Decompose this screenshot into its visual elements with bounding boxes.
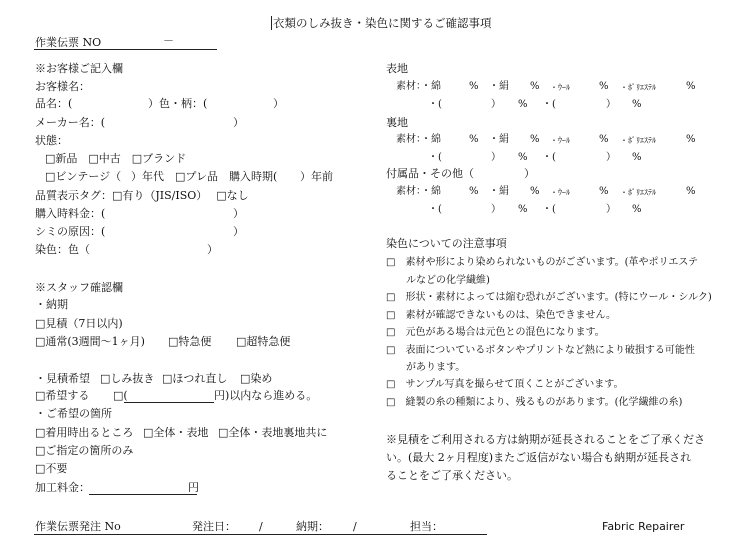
footer-slip-issue-label: 作業伝票発注 No (35, 520, 121, 533)
option-dye: □染め (240, 372, 273, 385)
area-specified: □ご指定の箇所のみ (35, 444, 134, 457)
lining-other-2-pct: % (632, 152, 642, 163)
footer-delivery-label: 納期： (296, 520, 329, 533)
accessory-pct-4: % (686, 186, 696, 197)
lining-other-2: ・( (542, 152, 556, 163)
processing-fee-underline (89, 494, 197, 495)
staff-heading: ※スタッフ確認欄 (35, 281, 123, 294)
title-cursor (271, 16, 272, 30)
dye-note-line: □ 元色がある場合は元色との混色になります。 (386, 327, 605, 338)
outer-other-2-close: ） (606, 99, 616, 110)
estimate-notice-line: ることをご了承ください。 (386, 469, 518, 482)
outer-wool: ・ｳｰﾙ (550, 83, 570, 92)
accessory-other-1-close: ） (491, 204, 501, 215)
outer-other-1-pct: % (518, 99, 528, 110)
footer-delivery-slash: / (353, 520, 357, 533)
estimate-notice-line: い。(最大 2ヶ月程度)またご返信がない場合も納期が延長され (386, 451, 692, 464)
dye-color-end: ） (207, 243, 218, 256)
accessory-other-2: ・( (542, 204, 556, 215)
outer-other-1: ・( (428, 99, 442, 110)
slip-no-dash: － (163, 34, 174, 47)
accessory-wool: ・ｳｰﾙ (550, 188, 570, 197)
state-options-1: □新品 □中古 □ブランド (45, 152, 187, 165)
lining-pct-3: % (599, 134, 609, 145)
purchase-price-end: ） (233, 207, 244, 220)
dye-note-line: □ 形状・素材によっては縮む恐れがございます。(特にウール・シルク) (386, 292, 712, 303)
area-all-lining: □全体・表地裏地共に (218, 426, 328, 439)
dye-color-label: 染色：色（ (35, 243, 90, 256)
accessory-end: ） (524, 167, 535, 180)
lining-silk: ・絹 (489, 134, 509, 145)
footer-staff-label: 担当： (410, 520, 443, 533)
color-pattern-end: ） (273, 97, 284, 110)
regular-option: □通常(3週間〜1ヶ月) (35, 335, 145, 348)
dye-note-line: ルなどの化学繊維) (406, 275, 490, 286)
accessory-heading: 付属品・その他（ (386, 167, 474, 180)
dye-note-line: □ サンプル写真を撮らせて頂くことがございます。 (386, 379, 624, 390)
super-express-option: □超特急便 (236, 335, 291, 348)
state-label: 状態： (35, 134, 68, 147)
accessory-pct-2: % (530, 186, 540, 197)
accessory-poly: ・ﾎﾟﾘｴｽﾃﾙ (620, 188, 656, 197)
slip-no-label: 作業伝票 NO (35, 36, 102, 49)
wish-budget-underline (124, 402, 214, 403)
state-years: ）年前 (300, 170, 333, 183)
item-name-label: 品名：( (35, 97, 73, 110)
area-heading: ・ご希望の箇所 (35, 407, 112, 420)
state-preowned: ）年代 □プレ品 購入時期( (131, 170, 278, 183)
outer-pct-1: % (469, 81, 479, 92)
express-option: □特急便 (168, 335, 212, 348)
accessory-silk: ・絹 (489, 186, 509, 197)
outer-material-cotton: 素材：・綿 (396, 81, 441, 92)
accessory-other-2-close: ） (606, 204, 616, 215)
outer-other-2: ・( (542, 99, 556, 110)
accessory-material-cotton: 素材：・綿 (396, 186, 441, 197)
lining-pct-4: % (686, 134, 696, 145)
wish-yes: □希望する (35, 389, 90, 402)
stain-cause-end: ） (233, 225, 244, 238)
outer-pct-2: % (530, 81, 540, 92)
footer-brand: Fabric Repairer (602, 520, 685, 533)
processing-fee-label: 加工料金： (35, 481, 90, 494)
outer-other-1-close: ） (491, 99, 501, 110)
slip-no-underline (34, 49, 217, 50)
accessory-other-2-pct: % (632, 204, 642, 215)
color-pattern-label: ）色・柄：( (148, 97, 208, 110)
area-all-outer: □全体・表地 (143, 426, 209, 439)
dye-notes-heading: 染色についての注意事項 (386, 237, 507, 250)
outer-poly: ・ﾎﾟﾘｴｽﾃﾙ (620, 83, 656, 92)
estimate-notice-line: ※見積をご利用される方は納期が延長されることをご了承くださ (386, 433, 705, 446)
area-none: □不要 (35, 462, 68, 475)
dye-note-line: □ 素材が確認できないものは、染色できません。 (386, 310, 617, 321)
lining-pct-1: % (469, 134, 479, 145)
footer-order-date-slash: / (259, 520, 263, 533)
page-title: 衣類のしみ抜き・染色に関するご確認事項 (273, 16, 492, 30)
quality-tag-row: 品質表示タグ：□有り（JIS/ISO） □なし (35, 189, 249, 202)
processing-fee-yen: 円 (188, 481, 199, 494)
accessory-other-1: ・( (428, 204, 442, 215)
area-visible: □着用時出るところ (35, 426, 134, 439)
outer-fabric-heading: 表地 (386, 62, 408, 75)
accessory-pct-1: % (469, 186, 479, 197)
lining-other-2-close: ） (606, 152, 616, 163)
outer-silk: ・絹 (489, 81, 509, 92)
dye-note-line: □ 表面についているボタンやプリントなど熱により破損する可能性 (386, 345, 695, 356)
lining-material-cotton: 素材：・綿 (396, 134, 441, 145)
maker-label: メーカー名：( (35, 116, 106, 129)
lining-poly: ・ﾎﾟﾘｴｽﾃﾙ (620, 136, 656, 145)
accessory-pct-3: % (599, 186, 609, 197)
customer-heading: ※お客様ご記入欄 (35, 62, 123, 75)
estimate-option: □見積（7日以内) (35, 317, 123, 330)
lining-heading: 裏地 (386, 116, 408, 129)
lining-other-1-pct: % (518, 152, 528, 163)
lining-wool: ・ｳｰﾙ (550, 136, 570, 145)
purchase-price-label: 購入時料金：( (35, 207, 106, 220)
stain-cause-label: シミの原因：( (35, 225, 106, 238)
dye-note-line: があります。 (406, 362, 466, 373)
delivery-label: ・納期 (35, 298, 68, 311)
footer-underline (34, 534, 487, 535)
lining-other-1: ・( (428, 152, 442, 163)
outer-pct-3: % (599, 81, 609, 92)
lining-other-1-close: ） (491, 152, 501, 163)
state-vintage: □ビンテージ（ (45, 170, 122, 183)
outer-pct-4: % (686, 81, 696, 92)
wish-budget-yen: 円)以内なら進める。 (214, 389, 318, 402)
maker-end: ） (233, 116, 244, 129)
customer-name-label: お客様名： (35, 80, 90, 93)
lining-pct-2: % (530, 134, 540, 145)
option-stain-removal: □しみ抜き (100, 372, 155, 385)
wish-budget-open: □( (113, 389, 128, 402)
dye-note-line: □ 素材や形により染められないものがございます。(革やポリエステ (386, 257, 699, 268)
option-fray-repair: □ほつれ直し (162, 372, 228, 385)
accessory-other-1-pct: % (518, 204, 528, 215)
dye-note-line: □ 縫製の糸の種類により、残るものがあります。(化学繊維の糸) (386, 397, 683, 408)
estimate-wish-label: ・見積希望 (35, 372, 90, 385)
footer-order-date-label: 発注日： (192, 520, 236, 533)
outer-other-2-pct: % (632, 99, 642, 110)
